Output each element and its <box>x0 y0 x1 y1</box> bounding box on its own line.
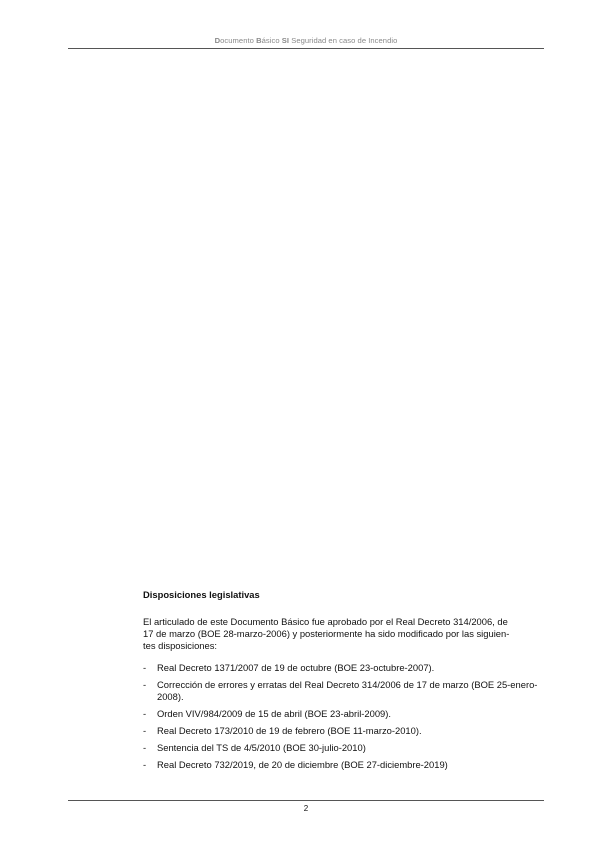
list-item-text: Real Decreto 732/2019, de 20 de diciembre (BOE 27-diciembre-2019) <box>157 759 448 770</box>
header-initial-si: SI <box>281 36 290 45</box>
list-item-text: Corrección de errores y erratas del Real Decreto 314/2006 de 17 de marzo (BOE 25-enero-2008). <box>157 679 538 702</box>
list-item-text: Orden VIV/984/2009 de 15 de abril (BOE 23-abril-2009). <box>157 708 391 719</box>
header-divider <box>68 48 544 49</box>
legislative-section <box>143 589 543 776</box>
intro-line: 17 de marzo (BOE 28-marzo-2006) y posteriormente ha sido modificado por las siguien- <box>143 628 510 639</box>
header-text-documento: ocumento <box>220 36 257 45</box>
footer-divider <box>68 800 544 801</box>
page-number: 2 <box>303 804 309 813</box>
list-item <box>143 725 543 737</box>
list-item-text: Sentencia del TS de 4/5/2010 (BOE 30-julio-2010) <box>157 742 366 753</box>
header-initial-b: B <box>256 36 262 45</box>
section-title: Disposiciones legislativas <box>143 589 260 600</box>
intro-line: tes disposiciones: <box>143 640 217 651</box>
intro-line: El articulado de este Documento Básico fue aprobado por el Real Decreto 314/2006, de <box>143 616 508 627</box>
bullet-dash: - <box>143 742 147 753</box>
dispositions-list <box>143 662 543 771</box>
header-text-basico: ásico <box>261 36 282 45</box>
list-item-text: Real Decreto 173/2010 de 19 de febrero (BOE 11-marzo-2010). <box>157 725 422 736</box>
bullet-dash: - <box>143 708 147 719</box>
list-item <box>143 759 543 771</box>
list-item-text: Real Decreto 1371/2007 de 19 de octubre (BOE 23-octubre-2007). <box>157 662 435 673</box>
running-header <box>68 36 544 46</box>
header-initial-d: D <box>214 36 221 45</box>
list-item <box>143 708 543 720</box>
bullet-dash: - <box>143 759 147 770</box>
bullet-dash: - <box>143 725 147 736</box>
list-item <box>143 742 543 754</box>
list-item <box>143 679 543 703</box>
intro-paragraph <box>143 616 543 652</box>
header-text-seguridad: Seguridad en caso de Incendio <box>289 36 398 45</box>
list-item <box>143 662 543 674</box>
bullet-dash: - <box>143 662 147 673</box>
bullet-dash: - <box>143 679 147 690</box>
